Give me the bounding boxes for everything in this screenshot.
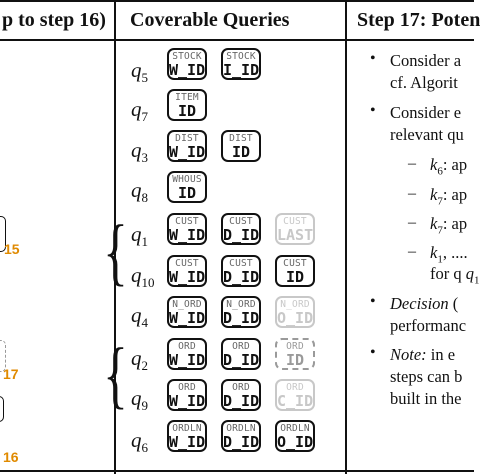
attribute-box-faded: N_ORD O_ID: [275, 296, 315, 328]
header-left: p to step 16): [2, 9, 106, 31]
query-label-q2: $q_2$: [131, 346, 148, 374]
attribute-box: ORD D_ID: [221, 379, 261, 411]
bullet-point: •: [370, 102, 376, 119]
dash-item: –: [408, 243, 416, 260]
right-text-line: for q $q_1$: [430, 264, 480, 287]
attribute-box: CUST D_ID: [221, 255, 261, 287]
query-label-q1: $q_1$: [131, 222, 148, 250]
dash-item: –: [408, 214, 416, 231]
query-label-q9: $q_9$: [131, 386, 148, 414]
right-text-line: steps can b: [390, 367, 463, 386]
header-rule: [0, 39, 474, 41]
attribute-box: STOCK I_ID: [221, 48, 261, 80]
header-middle: Coverable Queries: [130, 9, 290, 31]
right-text-line: $k_6$: ap: [430, 155, 468, 178]
bullet-point: •: [370, 50, 376, 67]
dash-item: –: [408, 155, 416, 172]
attribute-box: ORDLN D_ID: [221, 420, 261, 452]
attribute-box-dashed: ORD ID: [275, 338, 315, 370]
attribute-box: N_ORD D_ID: [221, 296, 261, 328]
dash-item: –: [408, 185, 416, 202]
right-text-line: performanc: [390, 316, 467, 335]
step-number: 17: [3, 366, 19, 382]
bullet-point: •: [370, 344, 376, 361]
attribute-box: DIST W_ID: [167, 130, 207, 162]
attribute-box: ORDLN O_ID: [275, 420, 315, 452]
right-text-line: $k_7$: ap: [430, 185, 468, 208]
attribute-box: CUST W_ID: [167, 255, 207, 287]
bottom-rule: [0, 470, 474, 472]
brace-q1-q10: {: [103, 211, 128, 294]
header-right: Step 17: Poten: [357, 9, 480, 31]
right-text-line: relevant qu: [390, 125, 464, 144]
bullet-point: •: [370, 293, 376, 310]
column-divider-right: [345, 0, 347, 474]
query-label-q4: $q_4$: [131, 303, 148, 331]
query-label-q6: $q_6$: [131, 428, 148, 456]
right-text-line: Consider e: [390, 103, 462, 122]
attribute-box: ORDLN W_ID: [167, 420, 207, 452]
attribute-box: CUST D_ID: [221, 213, 261, 245]
right-text-line: cf. Algorit: [390, 73, 458, 92]
query-label-q7: $q_7$: [131, 97, 148, 125]
top-rule: [0, 0, 474, 2]
attribute-box: WHOUS ID: [167, 171, 207, 203]
attribute-box: CUST W_ID: [167, 213, 207, 245]
right-text-line: Consider a: [390, 51, 462, 70]
query-label-q3: $q_3$: [131, 138, 148, 166]
step-number: 16: [3, 449, 19, 465]
attribute-box: ORD W_ID: [167, 379, 207, 411]
attribute-box: ORD D_ID: [221, 338, 261, 370]
attribute-box-faded: ORD C_ID: [275, 379, 315, 411]
right-text-line: built in the: [390, 389, 462, 408]
brace-q2-q9: {: [103, 334, 128, 417]
attribute-box: ORD W_ID: [167, 338, 207, 370]
right-text-line: $k_1$, ....: [430, 243, 468, 266]
right-text-line: $k_7$: ap: [430, 214, 468, 237]
query-label-q5: $q_5$: [131, 58, 148, 86]
attribute-box-faded: CUST LAST: [275, 213, 315, 245]
left-box-fragment: [0, 396, 4, 422]
attribute-box: ITEM ID: [167, 89, 207, 121]
step-number: 15: [4, 241, 20, 257]
attribute-box: DIST ID: [221, 130, 261, 162]
right-text-line: Decision (: [390, 294, 459, 313]
right-text-line: Note: in e: [390, 345, 456, 364]
attribute-box: STOCK W_ID: [167, 48, 207, 80]
attribute-box: N_ORD W_ID: [167, 296, 207, 328]
query-label-q8: $q_8$: [131, 178, 148, 206]
query-label-q10: $q_{10}$: [131, 263, 155, 291]
attribute-box: CUST ID: [275, 255, 315, 287]
